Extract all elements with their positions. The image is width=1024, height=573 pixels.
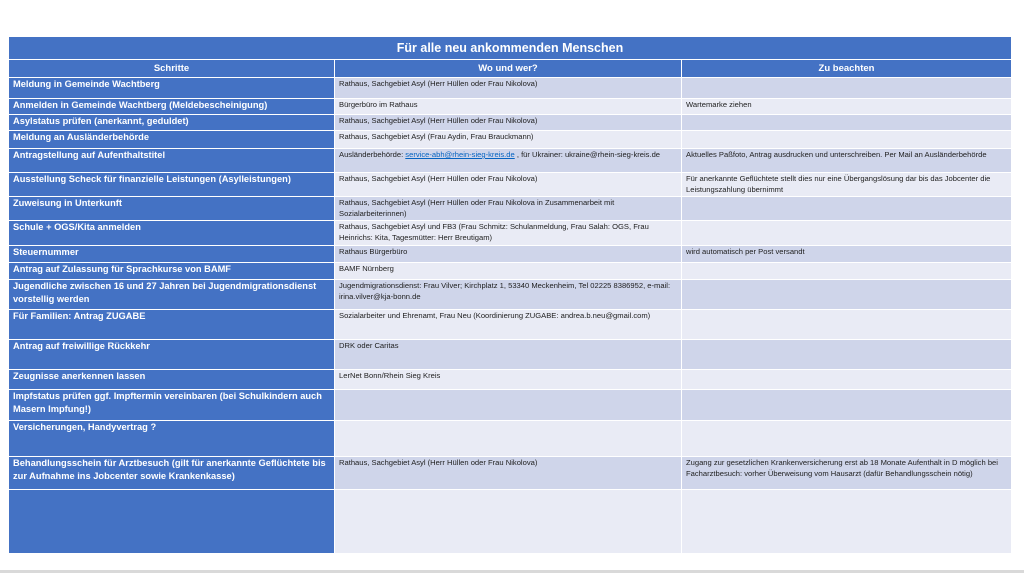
- table-row: [9, 457, 1012, 490]
- table-row: [9, 131, 1012, 149]
- where-cell: Rathaus, Sachgebiet Asyl (Herr Hüllen oder Frau Nikolova): [335, 115, 682, 131]
- title-row: [9, 37, 1012, 60]
- note-cell: Für anerkannte Geflüchtete stellt dies nur eine Übergangslösung dar bis das Jobcenter die Leistungszahlung übernimmt: [682, 173, 1012, 197]
- step-cell: Antrag auf Zulassung für Sprachkurse von BAMF: [9, 263, 335, 280]
- where-cell: Rathaus, Sachgebiet Asyl und FB3 (Frau Schmitz: Schulanmeldung, Frau Salah: OGS, Frau Heinrichs: Kita, Tagesmütter: Herr Breutigam): [335, 221, 682, 246]
- step-cell: Zuweisung in Unterkunft: [9, 197, 335, 221]
- step-cell: Antragstellung auf Aufenthaltstitel: [9, 149, 335, 173]
- table-title: Für alle neu ankommenden Menschen: [9, 37, 1012, 60]
- step-cell: [9, 490, 335, 554]
- where-cell: Rathaus, Sachgebiet Asyl (Herr Hüllen oder Frau Nikolova in Zusammenarbeit mit Sozialarbeiterinnen): [335, 197, 682, 221]
- step-cell: Impfstatus prüfen ggf. Impftermin vereinbaren (bei Schulkindern auch Masern Impfung!): [9, 390, 335, 421]
- where-suffix: , für Ukrainer: ukraine@rhein-sieg-kreis.de: [514, 150, 661, 159]
- table-row: [9, 221, 1012, 246]
- table-row: [9, 115, 1012, 131]
- column-header-zu-beachten: Zu beachten: [682, 60, 1012, 78]
- note-cell: [682, 310, 1012, 340]
- note-cell: [682, 390, 1012, 421]
- steps-table: [8, 36, 1012, 554]
- column-header-wo-und-wer: Wo und wer?: [335, 60, 682, 78]
- step-cell: Ausstellung Scheck für finanzielle Leistungen (Asylleistungen): [9, 173, 335, 197]
- table-row: [9, 173, 1012, 197]
- step-cell: Asylstatus prüfen (anerkannt, geduldet): [9, 115, 335, 131]
- table-row: [9, 78, 1012, 99]
- step-cell: Steuernummer: [9, 246, 335, 263]
- table-row: [9, 421, 1012, 457]
- abh-email-link[interactable]: service-abh@rhein-sieg-kreis.de: [405, 150, 515, 159]
- column-header-schritte: Schritte: [9, 60, 335, 78]
- table-row: [9, 246, 1012, 263]
- where-cell: Rathaus Bürgerbüro: [335, 246, 682, 263]
- table-row: [9, 340, 1012, 370]
- step-cell: Zeugnisse anerkennen lassen: [9, 370, 335, 390]
- note-cell: [682, 280, 1012, 310]
- table-row: [9, 149, 1012, 173]
- table-row: [9, 390, 1012, 421]
- table-row: [9, 280, 1012, 310]
- step-cell: Schule + OGS/Kita anmelden: [9, 221, 335, 246]
- where-cell: Rathaus, Sachgebiet Asyl (Herr Hüllen oder Frau Nikolova): [335, 78, 682, 99]
- step-cell: Versicherungen, Handyvertrag ?: [9, 421, 335, 457]
- where-cell: [335, 390, 682, 421]
- note-cell: [682, 221, 1012, 246]
- where-cell: DRK oder Caritas: [335, 340, 682, 370]
- where-cell: Jugendmigrationsdienst: Frau Vilver; Kirchplatz 1, 53340 Meckenheim, Tel 02225 8386952, e-mail: irina.vilver@kja-bonn.de: [335, 280, 682, 310]
- step-cell: Meldung an Ausländerbehörde: [9, 131, 335, 149]
- where-cell: BAMF Nürnberg: [335, 263, 682, 280]
- step-cell: Behandlungsschein für Arztbesuch (gilt für anerkannte Geflüchtete bis zur Aufnahme ins Jobcenter sowie Krankenkasse): [9, 457, 335, 490]
- where-cell: LerNet Bonn/Rhein Sieg Kreis: [335, 370, 682, 390]
- where-cell: Rathaus, Sachgebiet Asyl (Frau Aydin, Frau Brauckmann): [335, 131, 682, 149]
- where-prefix: Ausländerbehörde:: [339, 150, 406, 159]
- note-cell: Aktuelles Paßfoto, Antrag ausdrucken und unterschreiben. Per Mail an Ausländerbehörde: [682, 149, 1012, 173]
- where-cell: Bürgerbüro im Rathaus: [335, 99, 682, 115]
- where-cell: Rathaus, Sachgebiet Asyl (Herr Hüllen oder Frau Nikolova): [335, 173, 682, 197]
- table-row: [9, 310, 1012, 340]
- where-cell: Sozialarbeiter und Ehrenamt, Frau Neu (Koordinierung ZUGABE: andrea.b.neu@gmail.com): [335, 310, 682, 340]
- where-cell: [335, 490, 682, 554]
- note-cell: [682, 78, 1012, 99]
- note-cell: [682, 263, 1012, 280]
- step-cell: Anmelden in Gemeinde Wachtberg (Meldebescheinigung): [9, 99, 335, 115]
- note-cell: [682, 131, 1012, 149]
- where-cell: [335, 421, 682, 457]
- note-cell: [682, 421, 1012, 457]
- note-cell: [682, 340, 1012, 370]
- step-cell: Antrag auf freiwillige Rückkehr: [9, 340, 335, 370]
- step-cell: Meldung in Gemeinde Wachtberg: [9, 78, 335, 99]
- note-cell: [682, 197, 1012, 221]
- note-cell: Wartemarke ziehen: [682, 99, 1012, 115]
- where-cell: [335, 149, 682, 173]
- table-row: [9, 370, 1012, 390]
- note-cell: Zugang zur gesetzlichen Krankenversicherung erst ab 18 Monate Aufenthalt in D möglich bei Facharztbesuch: vorher Überweisung vom Hausarzt (dafür Behandlungsschein nötig): [682, 457, 1012, 490]
- where-cell: Rathaus, Sachgebiet Asyl (Herr Hüllen oder Frau Nikolova): [335, 457, 682, 490]
- step-cell: Jugendliche zwischen 16 und 27 Jahren bei Jugendmigrationsdienst vorstellig werden: [9, 280, 335, 310]
- note-cell: [682, 115, 1012, 131]
- step-cell: Für Familien: Antrag ZUGABE: [9, 310, 335, 340]
- table-row: [9, 490, 1012, 554]
- note-cell: wird automatisch per Post versandt: [682, 246, 1012, 263]
- note-cell: [682, 490, 1012, 554]
- table-row: [9, 263, 1012, 280]
- table-row: [9, 99, 1012, 115]
- note-cell: [682, 370, 1012, 390]
- table-row: [9, 197, 1012, 221]
- header-row: [9, 60, 1012, 78]
